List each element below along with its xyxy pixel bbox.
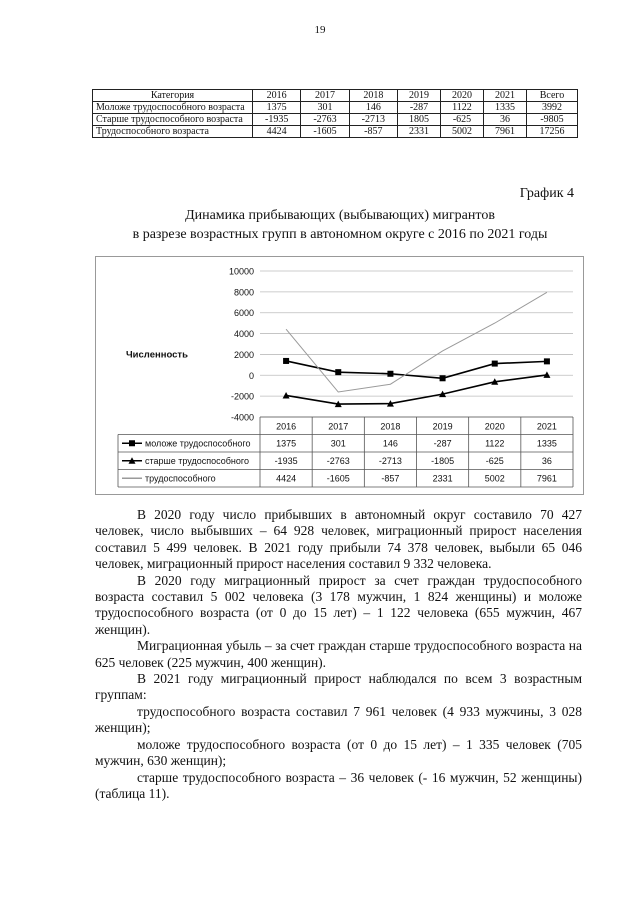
y-tick-label: 10000 xyxy=(228,266,254,277)
migration-table xyxy=(92,89,578,138)
table-cell: 5002 xyxy=(440,126,483,138)
table-cell: 1122 xyxy=(440,102,483,114)
table-header: 2016 xyxy=(253,90,301,102)
x-tick-label: 2019 xyxy=(432,421,453,432)
data-table-value: 1122 xyxy=(485,438,505,449)
chart-title xyxy=(80,206,600,244)
data-table-value: -1605 xyxy=(326,473,350,484)
series-line xyxy=(286,292,547,392)
table-header: 2017 xyxy=(301,90,349,102)
table-header: 2019 xyxy=(397,90,440,102)
chart-number: График 4 xyxy=(519,186,574,201)
data-point xyxy=(387,371,393,377)
legend-label: старше трудоспособного xyxy=(145,455,249,466)
table-cell: 1805 xyxy=(397,114,440,126)
data-table-value: 1335 xyxy=(536,438,557,449)
table-header: 2020 xyxy=(440,90,483,102)
data-point xyxy=(440,375,446,381)
table-header: Категория xyxy=(93,90,253,102)
data-table-value: -1805 xyxy=(431,455,455,466)
paragraph: В 2020 году число прибывших в автономный округ составило 70 427 человек, число выбывших – 64 928 человек, миграционный прирост населения составил 5 499 человек. В 2021 году прибыли 74 378 человек, выбыли 65 046 человек, миграционный прирост населения составил 9 332 человека. xyxy=(95,507,582,572)
table-cell: -1605 xyxy=(301,126,349,138)
data-point xyxy=(492,361,498,367)
table-cell: 7961 xyxy=(483,126,526,138)
table-cell: 1375 xyxy=(253,102,301,114)
x-tick-label: 2021 xyxy=(536,421,557,432)
data-table-value: 36 xyxy=(541,455,552,466)
data-table-value: -2763 xyxy=(326,455,350,466)
series-line xyxy=(286,375,547,404)
table-cell: 36 xyxy=(483,114,526,126)
table-cell-category: Моложе трудоспособного возраста xyxy=(93,102,253,114)
table-header: Всего xyxy=(526,90,577,102)
body-text xyxy=(95,507,582,802)
y-axis-label: Численность xyxy=(126,349,188,361)
data-table-value: -2713 xyxy=(378,455,402,466)
table-cell-category: Старше трудоспособного возраста xyxy=(93,114,253,126)
table-row xyxy=(93,114,578,126)
y-tick-label: 4000 xyxy=(233,329,254,340)
paragraph: В 2021 году миграционный прирост наблюдался по всем 3 возрастным группам: xyxy=(95,671,582,703)
x-tick-label: 2018 xyxy=(380,421,401,432)
table-cell: 17256 xyxy=(526,126,577,138)
data-table-value: -1935 xyxy=(274,455,298,466)
chart-canvas xyxy=(96,257,583,494)
data-table-value: 1375 xyxy=(276,438,297,449)
table-cell: -857 xyxy=(349,126,397,138)
data-table-value: 2331 xyxy=(432,473,453,484)
line-chart xyxy=(95,256,584,495)
x-tick-label: 2016 xyxy=(276,421,297,432)
table-header: 2018 xyxy=(349,90,397,102)
paragraph: Миграционная убыль – за счет граждан старше трудоспособного возраста на 625 человек (225 мужчин, 400 женщин). xyxy=(95,638,582,670)
data-point xyxy=(283,358,289,364)
legend-label: моложе трудоспособного xyxy=(145,438,251,449)
table-cell: 4424 xyxy=(253,126,301,138)
data-table-value: -857 xyxy=(381,473,400,484)
y-tick-label: 6000 xyxy=(233,308,254,319)
table-row xyxy=(93,102,578,114)
table-row xyxy=(93,126,578,138)
table-header-row xyxy=(93,90,578,102)
chart-title-line: в разрезе возрастных групп в автономном округе с 2016 по 2021 годы xyxy=(132,227,548,242)
data-table-value: 146 xyxy=(382,438,398,449)
table-cell: 2331 xyxy=(397,126,440,138)
x-tick-label: 2020 xyxy=(484,421,505,432)
paragraph: трудоспособного возраста составил 7 961 человек (4 933 мужчины, 3 028 женщин); xyxy=(95,703,582,736)
table-cell: 146 xyxy=(349,102,397,114)
table-cell: -625 xyxy=(440,114,483,126)
legend-label: трудоспособного xyxy=(145,473,216,484)
paragraph: старше трудоспособного возраста – 36 человек (- 16 мужчин, 52 женщины) (таблица 11). xyxy=(95,769,582,801)
data-table-value: -287 xyxy=(433,438,452,449)
chart-title-line: Динамика прибывающих (выбывающих) мигрантов xyxy=(185,208,495,223)
data-point xyxy=(335,369,341,375)
x-tick-label: 2017 xyxy=(328,421,349,432)
page-number: 19 xyxy=(314,24,326,36)
y-tick-label: 8000 xyxy=(233,287,254,298)
y-tick-label: 2000 xyxy=(233,349,254,360)
table-cell: 3992 xyxy=(526,102,577,114)
table-cell: 1335 xyxy=(483,102,526,114)
data-point xyxy=(544,358,550,364)
data-table-value: 5002 xyxy=(484,473,505,484)
y-tick-label: 0 xyxy=(248,370,254,381)
table-header: 2021 xyxy=(483,90,526,102)
table-cell: -9805 xyxy=(526,114,577,126)
data-table-value: 301 xyxy=(330,438,346,449)
table-cell: -2763 xyxy=(301,114,349,126)
table-cell: -287 xyxy=(397,102,440,114)
table-cell: 301 xyxy=(301,102,349,114)
paragraph: В 2020 году миграционный прирост за счет граждан трудоспособного возраста составил 5 002 человека (3 178 мужчин, 1 824 женщины) и моложе трудоспособного возраста (от 0 до 15 лет) – 1 122 человека (655 мужчин, 467 женщин). xyxy=(95,572,582,637)
paragraph: моложе трудоспособного возраста (от 0 до 15 лет) – 1 335 человек (705 мужчин, 630 женщин); xyxy=(95,736,582,769)
data-table-value: 4424 xyxy=(276,473,297,484)
legend-key-marker xyxy=(129,440,135,446)
y-tick-label: -4000 xyxy=(230,412,254,423)
table-cell: -2713 xyxy=(349,114,397,126)
data-table-value: 7961 xyxy=(536,473,557,484)
table-cell: -1935 xyxy=(253,114,301,126)
y-tick-label: -2000 xyxy=(230,391,254,402)
data-table-value: -625 xyxy=(485,455,504,466)
table-cell-category: Трудоспособного возраста xyxy=(93,126,253,138)
